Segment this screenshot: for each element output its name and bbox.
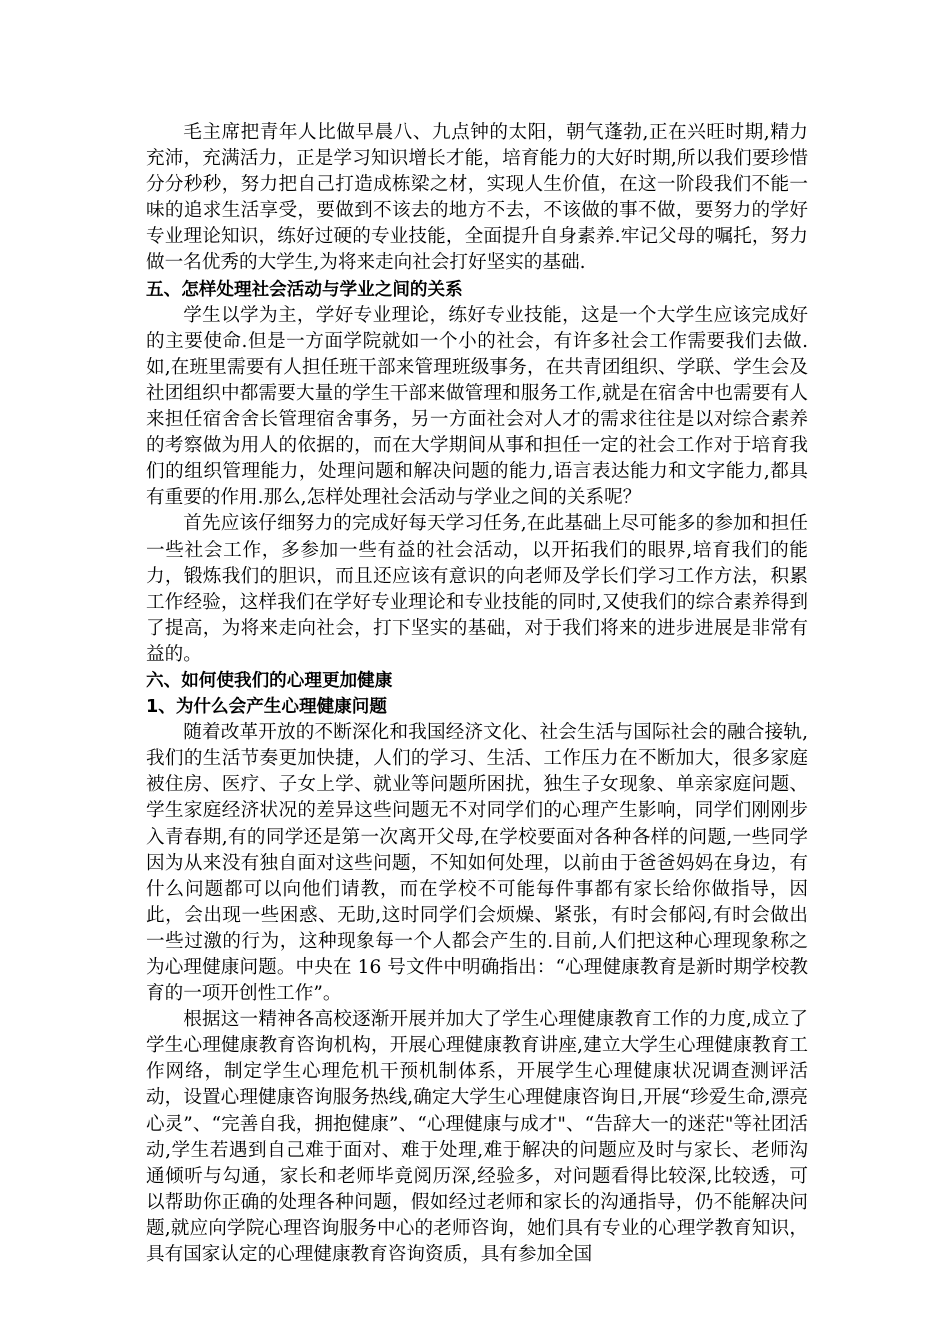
section-heading-6: 六、如何使我们的心理更加健康 bbox=[146, 670, 393, 691]
subsection-heading-6-1: 1、为什么会产生心理健康问题 bbox=[146, 697, 387, 718]
paragraph-balance-activities: 首先应该仔细努力的完成好每天学习任务,在此基础上尽可能多的参加和担任一些社会工作，多参加一些有益的社会活动，以开拓我们的眼界,培育我们的能力，锻炼我们的胆识，而且还应该有意识的向老师及学长们学习工作方法，积累工作经验，这样我们在学好专业理论和专业技能的同时,又使我们的综合素养得到了提高，为将来走向社会，打下坚实的基础，对于我们将来的进步进展是非常有益的。 bbox=[146, 513, 808, 665]
document-page bbox=[146, 120, 808, 1268]
paragraph-study-first: 学生以学为主，学好专业理论，练好专业技能，这是一个大学生应该完成好的主要使命.但是一方面学院就如一个小的社会，有许多社会工作需要我们去做.如,在班里需要有人担任班干部来管理班级事务，在共青团组织、学联、学生会及社团组织中都需要大量的学生干部来做管理和服务工作,就是在宿舍中也需要有人来担任宿舍舍长管理宿舍事务，另一方面社会对人才的需求往往是以对综合素养的考察做为用人的依据的，而在大学期间从事和担任一定的社会工作对于培育我们的组织管理能力，处理问题和解决问题的能力,语言表达能力和文字能力,都具有重要的作用.那么,怎样处理社会活动与学业之间的关系呢？ bbox=[146, 304, 808, 509]
section-heading-5: 五、怎样处理社会活动与学业之间的关系 bbox=[146, 279, 463, 300]
paragraph-causes-of-issues: 随着改革开放的不断深化和我国经济文化、社会生活与国际社会的融合接轨,我们的生活节奏更加快捷，人们的学习、生活、工作压力在不断加大，很多家庭被住房、医疗、子女上学、就业等问题所困扰，独生子女现象、单亲家庭问题、学生家庭经济状况的差异这些问题无不对同学们的心理产生影响，同学们刚刚步入青春期,有的同学还是第一次离开父母,在学校要面对各种各样的问题,一些同学因为从来没有独自面对这些问题，不知如何处理，以前由于爸爸妈妈在身边，有什么问题都可以向他们请教，而在学校不可能每件事都有家长给你做指导，因此，会出现一些困惑、无助,这时同学们会烦燥、紧张，有时会郁闷,有时会做出一些过激的行为，这种现象每一个人都会产生的.目前,人们把这种心理现象称之为心理健康问题。中央在 16 号文件中明确指出：“心理健康教育是新时期学校教育的一项开创性工作”。 bbox=[146, 722, 808, 1005]
paragraph-university-measures: 根据这一精神各高校逐渐开展并加大了学生心理健康教育工作的力度,成立了学生心理健康教育咨询机构，开展心理健康教育讲座,建立大学生心理健康教育工作网络，制定学生心理危机干预机制体系，开展学生心理健康状况调查测评活动，设置心理健康咨询服务热线,确定大学生心理健康咨询日,开展“珍爱生命,漂亮心灵”、“完善自我，拥抱健康”、“心理健康与成才"、“告辞大一的迷茫"等社团活动,学生若遇到自己难于面对、难于处理,难于解决的问题应及时与家长、老师沟通倾听与勾通，家长和老师毕竟阅历深,经验多，对问题看得比较深,比较透，可以帮助你正确的处理各种问题，假如经过老师和家长的沟通指导，仍不能解决问题,就应向学院心理咨询服务中心的老师咨询，她们具有专业的心理学教育知识，具有国家认定的心理健康教育咨询资质，具有参加全国 bbox=[146, 1009, 808, 1266]
paragraph-youth-potential: 毛主席把青年人比做早晨八、九点钟的太阳，朝气蓬勃,正在兴旺时期,精力充沛，充满活力，正是学习知识增长才能，培育能力的大好时期,所以我们要珍惜分分秒秒，努力把自己打造成栋梁之材，实现人生价值，在这一阶段我们不能一味的追求生活享受，要做到不该去的地方不去，不该做的事不做，要努力的学好专业理论知识，练好过硬的专业技能，全面提升自身素养.牢记父母的嘱托，努力做一名优秀的大学生,为将来走向社会打好坚实的基础. bbox=[146, 122, 808, 274]
